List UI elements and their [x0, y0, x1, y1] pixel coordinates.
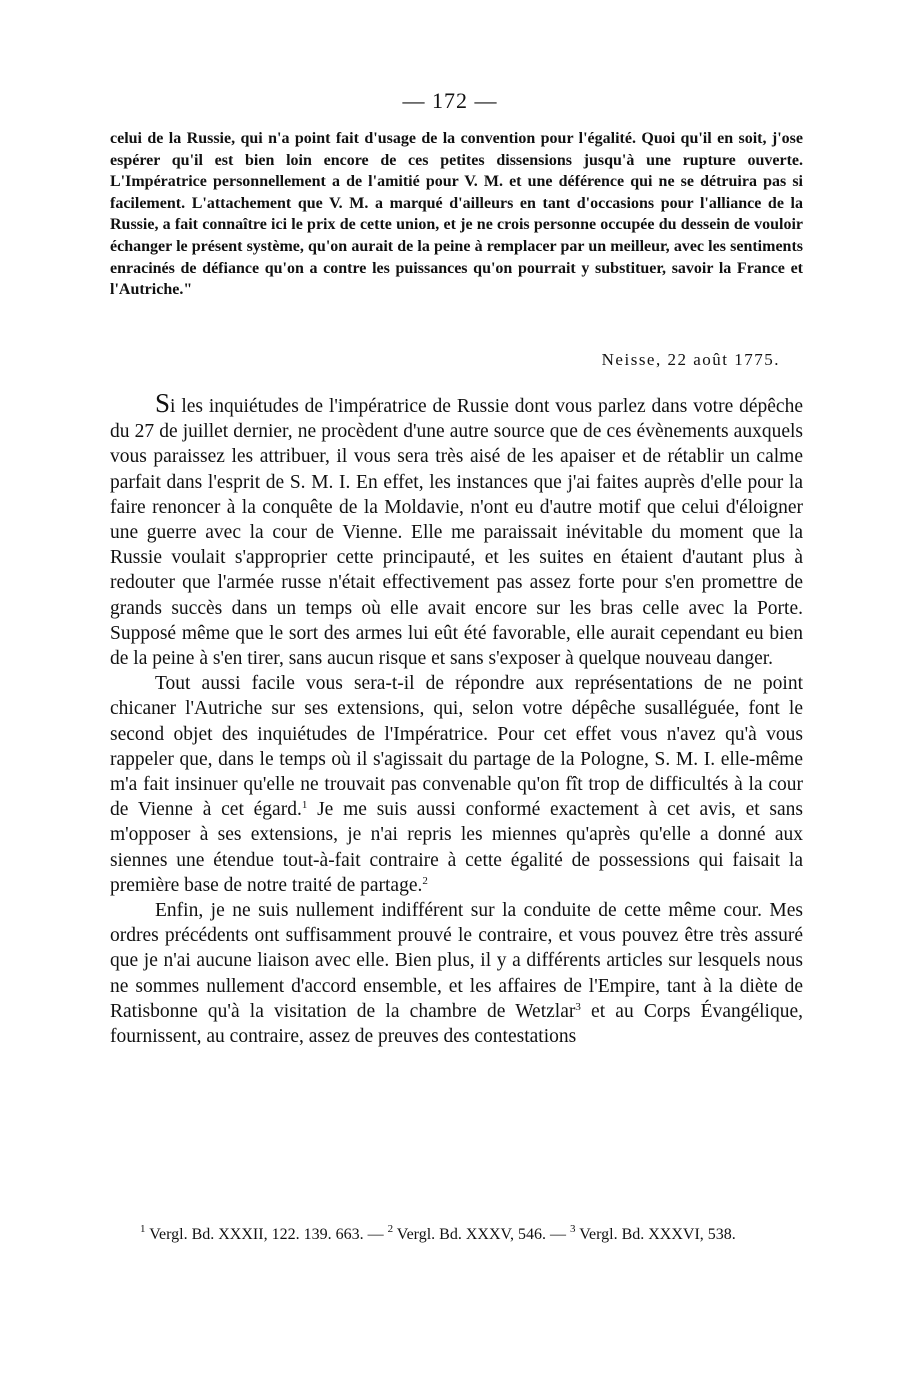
- paragraph-text: Tout aussi facile vous sera-t-il de répondre aux représentations de ne point chicaner l'Autriche sur ses extensions, qui, selon votre dépêche susalléguée, font le second objet des inquiétudes de l'Impératrice. Pour cet effet vous n'avez qu'à vous rappeler que, dans le temps où il s'agissait du partage de la Pologne, S. M. I. elle-même m'a fait insinuer qu'elle ne trouvait pas convenable qu'on fît trop de difficultés à la cour de Vienne à cet égard.: [110, 673, 803, 821]
- paragraph-text: Enfin, je ne suis nullement indifférent sur la conduite de cette même cour. Mes ordres précédents ont suffisamment prouvé le contraire, et vous pouvez être très assuré que je n'ai aucune liaison avec elle. Bien plus, il y a différents articles sur lesquels nous ne sommes nullement d'accord ensemble, et les affaires de l'Empire, tant à la diète de Ratisbonne qu'à la visitation de la chambre de Wetzlar: [110, 900, 803, 1022]
- quoted-report-continuation: celui de la Russie, qui n'a point fait d'usage de la convention pour l'égalité. Quoi qu'il en soit, j'ose espérer qu'il est bien loin encore de ces petites dissensions jusqu'à une rupture ouverte. L'Impératrice personnellement a de l'amitié pour V. M. et une déférence qui ne se détruira pas si facilement. L'attachement que V. M. a marqué d'ailleurs en tant d'occasions pour l'alliance de la Russie, a fait connaître ici le prix de cette union, et je ne crois personne occupée du dessein de vouloir échanger le présent système, qu'on aurait de la peine à remplacer par un meilleur, avec les sentiments enracinés de défiance qu'on a contre les puissances qu'on pourrait y substituer, savoir la France et l'Autriche.": [110, 130, 803, 299]
- letter-paragraph-1: [110, 390, 803, 671]
- footnote-text: Vergl. Bd. XXXVI, 538.: [575, 1226, 736, 1243]
- footnote-marker: 1: [140, 1223, 146, 1235]
- footnote-reference[interactable]: 2: [422, 874, 428, 887]
- letter-body: [110, 390, 803, 1049]
- footnotes: [110, 1224, 803, 1245]
- letter-paragraph-2: [110, 671, 803, 898]
- footnote-marker: 3: [569, 1223, 576, 1235]
- paragraph-text: i les inquiétudes de l'impératrice de Russie dont vous parlez dans votre dépêche du 27 de juillet dernier, ne procèdent d'une autre source que de ces évènements auxquels vous paraissez les attribuer, il vous sera très aisé de les apaiser et de rétablir un calme parfait dans l'esprit de S. M. I. En effet, les instances que j'ai faites auprès d'elle pour la faire renoncer à la conquête de la Moldavie, n'ont eu d'autre motif que celui d'éloigner une guerre avec la cour de Vienne. Elle me paraissait inévitable du moment que la Russie voulait s'approprier cette principauté, et les suites en étaient d'autant plus à redouter que l'armée russe n'était effectivement pas assez forte pour s'en promettre de grands succès dans un temps où elle avait encore sur les bras celle avec la Porte. Supposé même que le sort des armes lui eût été favorable, elle aurait cependant eu bien de la peine à s'en tirer, sans aucun risque et sans s'exposer à quelque nouveau danger.: [110, 396, 803, 670]
- paragraph-text: et au Corps Évangélique, fournissent, au contraire, assez de preuves des contestations: [110, 1000, 804, 1048]
- letter-dateline: Neisse, 22 août 1775.: [601, 350, 780, 369]
- footnote-marker: 2: [387, 1223, 394, 1235]
- footnote-text: Vergl. Bd. XXXV, 546. —: [393, 1226, 570, 1243]
- initial-letter: S: [155, 388, 171, 418]
- footnote-text: Vergl. Bd. XXXII, 122. 139. 663. —: [145, 1226, 388, 1243]
- letter-paragraph-3: [110, 898, 803, 1049]
- page-number: — 172 —: [402, 88, 498, 113]
- footnote-reference[interactable]: 3: [575, 1000, 581, 1013]
- footnote-reference[interactable]: 1: [301, 799, 308, 812]
- paragraph-text: Je me suis aussi conformé exactement à cet avis, et sans m'opposer à ses extensions, je n'ai repris les miennes qu'après qu'elle a donné aux siennes une étendue tout-à-fait contraire à cette égalité de possessions qui faisait la première base de notre traité de partage.: [110, 799, 803, 896]
